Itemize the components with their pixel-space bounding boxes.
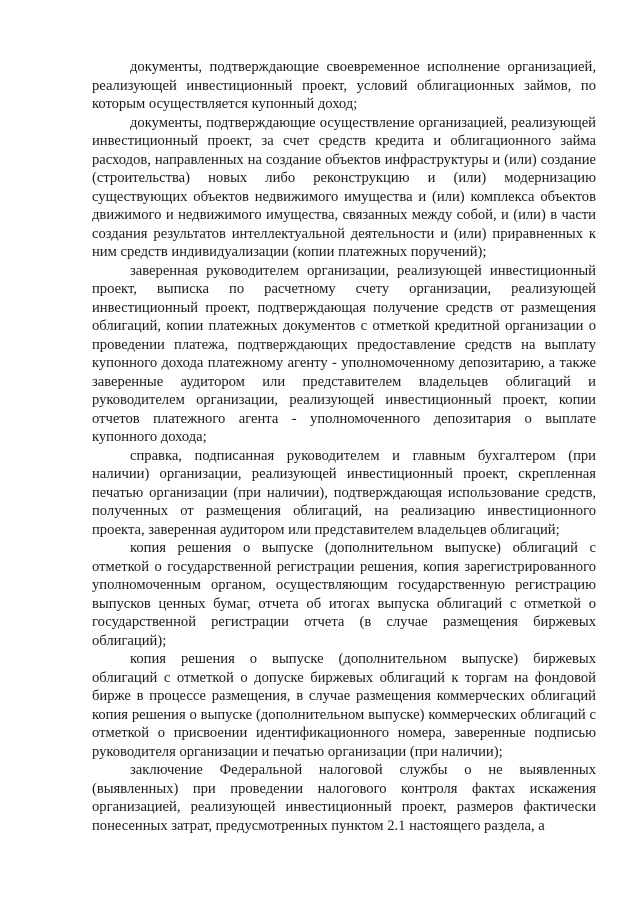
paragraph-coupon-documents: документы, подтверждающие своевременное исполнение организацией, реализующей инвестиционный проект, условий облигационных займов, по которым осуществляется купонный доход; [92,59,596,112]
paragraph-account-statement: заверенная руководителем организации, реализующей инвестиционный проект, выписка по расчетному счету организации, реализующей инвестиционный проект, подтверждающая получение средств от размещения облигаций, копии платежных документов с отметкой кредитной организации о проведении платежа, подтверждающих предоставление средств на выплату купонного дохода платежному агенту - уполномоченному депозитарию, а также заверенные аудитором или представителем владельцев облигаций и руководителем организации, реализующей инвестиционный проект, копии отчетов платежного агента - уполномоченного депозитария о выплате купонного дохода; [92,262,596,445]
paragraph-expense-documents: документы, подтверждающие осуществление организацией, реализующей инвестиционный проект, за счет средств кредита и облигационного займа расходов, направленных на создание объектов инфраструктуры и (или) создание (строительства) новых либо реконструкцию и (или) модернизацию существующих объектов недвижимого имущества и (или) комплекса объектов движимого и недвижимого имущества, связанных между собой, и (или) в части создания результатов интеллектуальной деятельности и (или) приравненных к ним средств индивидуализации (копии платежных поручений); [92,114,596,260]
paragraph-usage-certificate: справка, подписанная руководителем и главным бухгалтером (при наличии) организации, реализующей инвестиционный проект, скрепленная печатью организации (при наличии), подтверждающая использование средств, полученных от размещения облигаций, на реализацию инвестиционного проекта, заверенная аудитором или представителем владельцев облигаций; [92,447,596,538]
document-body [92,58,596,835]
paragraph-exchange-bonds-decision: копия решения о выпуске (дополнительном выпуске) биржевых облигаций с отметкой о допуске биржевых облигаций к торгам на фондовой бирже в процессе размещения, в случае размещения коммерческих облигаций копия решения о выпуске (дополнительном выпуске) коммерческих облигаций с отметкой о присвоении идентификационного номера, заверенные подписью руководителя организации и печатью организации (при наличии); [92,651,596,760]
paragraph-issue-decision-copy: копия решения о выпуске (дополнительном выпуске) облигаций с отметкой о государственной регистрации решения, копия зарегистрированного уполномоченным органом, осуществляющим государственную регистрацию выпусков ценных бумаг, отчета об итогах выпуска облигаций с отметкой о государственной регистрации отчета (в случае размещения биржевых облигаций); [92,540,596,649]
paragraph-tax-service-conclusion: заключение Федеральной налоговой службы о не выявленных (выявленных) при проведении налогового контроля фактах искажения организацией, реализующей инвестиционный проект, размеров фактически понесенных затрат, предусмотренных пунктом 2.1 настоящего раздела, а [92,762,596,834]
